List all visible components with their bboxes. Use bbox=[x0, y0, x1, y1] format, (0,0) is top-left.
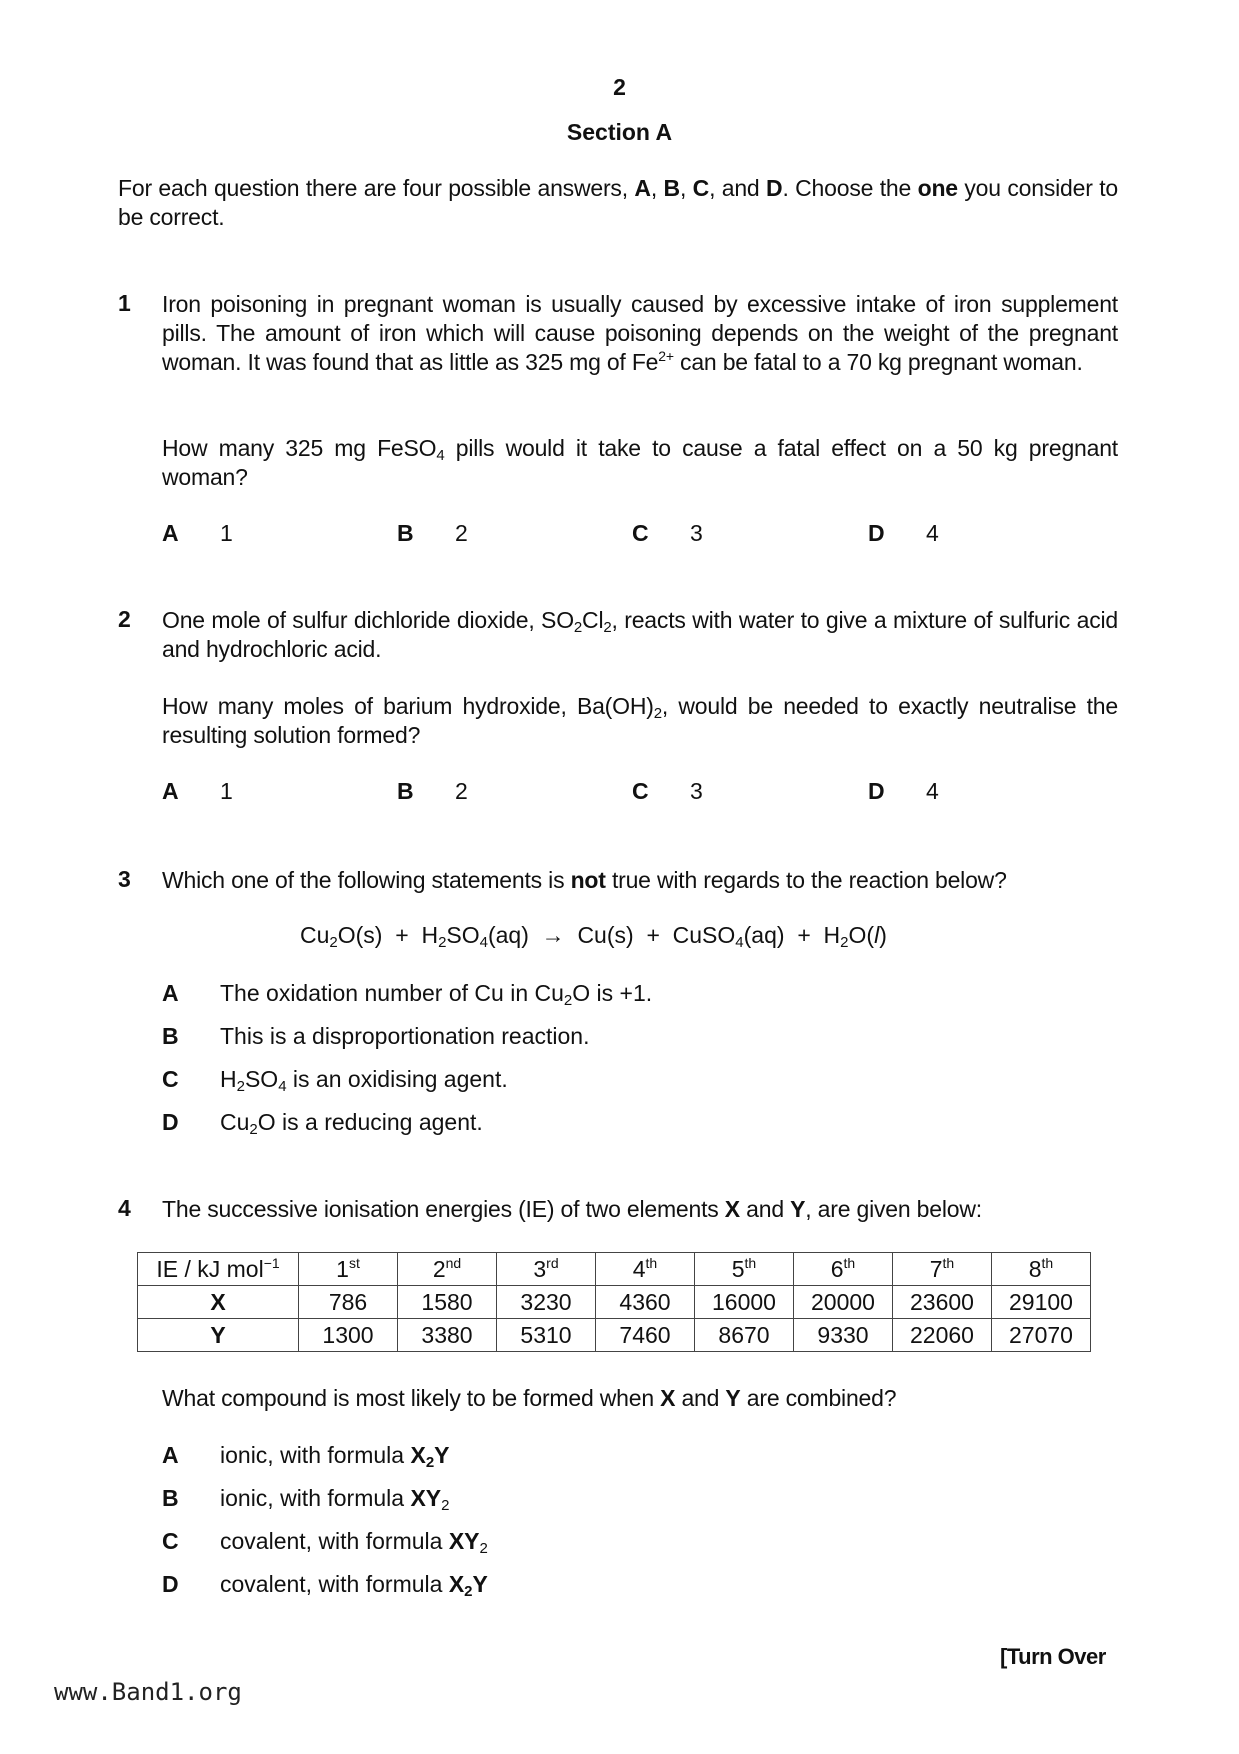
page-number: 2 bbox=[613, 74, 626, 100]
subscript: 4 bbox=[278, 1078, 287, 1095]
option-label: B bbox=[162, 1023, 179, 1049]
ionisation-energy-table bbox=[137, 1252, 1091, 1352]
table-row-x bbox=[138, 1286, 1091, 1319]
option-d-label[interactable]: D bbox=[868, 520, 885, 546]
separator: , bbox=[679, 175, 693, 201]
ordinal-suffix: th bbox=[744, 1255, 757, 1271]
table-cell: 16000 bbox=[695, 1286, 794, 1319]
formula: XY bbox=[448, 1528, 480, 1554]
option-c-text[interactable]: 3 bbox=[690, 520, 703, 546]
formula: Y bbox=[472, 1571, 488, 1597]
table-cell: 22060 bbox=[893, 1319, 992, 1352]
ordinal-suffix: th bbox=[645, 1255, 658, 1271]
question-1-stem bbox=[162, 290, 1118, 377]
subscript: 2 bbox=[479, 1540, 488, 1557]
option-label: C bbox=[162, 1528, 179, 1554]
question-4-prompt bbox=[162, 1384, 1118, 1413]
table-header-row bbox=[138, 1253, 1091, 1286]
emphasis-not: not bbox=[570, 867, 606, 893]
option-c-label[interactable]: C bbox=[632, 778, 649, 804]
table-cell: 1300 bbox=[299, 1319, 398, 1352]
ordinal: 4 bbox=[632, 1256, 646, 1282]
ordinal-suffix: st bbox=[348, 1255, 360, 1271]
stem-text: The successive ionisation energies (IE) of two elements bbox=[162, 1196, 725, 1222]
prompt-text: What compound is most likely to be formed when bbox=[162, 1385, 661, 1411]
stem-text: can be fatal to a 70 kg pregnant woman. bbox=[673, 349, 1083, 375]
ordinal: 7 bbox=[929, 1256, 943, 1282]
row-label: Y bbox=[138, 1319, 299, 1352]
subscript: 2 bbox=[441, 1497, 450, 1514]
prompt-text: , would be needed to exactly neutralise the resulting solution formed? bbox=[162, 693, 1118, 748]
eq-part: SO bbox=[446, 922, 480, 948]
option-text bbox=[220, 1442, 450, 1469]
option-text bbox=[220, 1485, 450, 1512]
question-1-prompt bbox=[162, 434, 1118, 492]
table-header-label bbox=[138, 1253, 299, 1286]
column-header bbox=[299, 1253, 398, 1286]
table-cell: 3230 bbox=[497, 1286, 596, 1319]
text: ionic, with formula bbox=[220, 1442, 411, 1468]
option-text bbox=[220, 980, 652, 1007]
option-a-label[interactable]: A bbox=[162, 778, 179, 804]
option-text bbox=[220, 1066, 508, 1093]
prompt-text: are combined? bbox=[740, 1385, 897, 1411]
option-c-label[interactable]: C bbox=[632, 520, 649, 546]
text: O is a reducing agent. bbox=[257, 1109, 483, 1135]
table-cell: 3380 bbox=[398, 1319, 497, 1352]
option-text bbox=[220, 1571, 488, 1598]
table-cell: 27070 bbox=[992, 1319, 1091, 1352]
column-header bbox=[596, 1253, 695, 1286]
emphasis-one: one bbox=[917, 175, 958, 201]
prompt-text: How many moles of barium hydroxide, Ba(OH) bbox=[162, 693, 654, 719]
instructions-text: . Choose the bbox=[782, 175, 918, 201]
text: covalent, with formula bbox=[220, 1571, 449, 1597]
prompt-text: and bbox=[675, 1385, 726, 1411]
column-header bbox=[893, 1253, 992, 1286]
option-d-text[interactable]: 4 bbox=[926, 778, 939, 804]
question-2-stem bbox=[162, 606, 1118, 664]
ordinal: 2 bbox=[432, 1256, 446, 1282]
table-cell: 786 bbox=[299, 1286, 398, 1319]
eq-part: O( bbox=[848, 922, 875, 948]
option-d-text[interactable]: 4 bbox=[926, 520, 939, 546]
header-sup: −1 bbox=[263, 1255, 280, 1271]
formula: XY bbox=[410, 1485, 442, 1511]
eq-part: O(s) + H bbox=[337, 922, 439, 948]
option-letter-a: A bbox=[634, 175, 651, 201]
ordinal: 3 bbox=[533, 1256, 547, 1282]
instructions bbox=[118, 174, 1118, 232]
turn-over-label: [Turn Over bbox=[1000, 1644, 1106, 1669]
option-label: A bbox=[162, 1442, 179, 1468]
table-cell: 9330 bbox=[794, 1319, 893, 1352]
eq-sub: 2 bbox=[329, 934, 338, 951]
eq-part: (aq) → Cu(s) + CuSO bbox=[487, 922, 736, 948]
option-label: B bbox=[162, 1485, 179, 1511]
option-a-label[interactable]: A bbox=[162, 520, 179, 546]
column-header bbox=[992, 1253, 1091, 1286]
prompt-text: How many 325 mg FeSO bbox=[162, 435, 437, 461]
question-1-number: 1 bbox=[118, 290, 131, 316]
ordinal: 1 bbox=[336, 1256, 349, 1282]
text: H bbox=[220, 1066, 237, 1092]
table-cell: 1580 bbox=[398, 1286, 497, 1319]
ordinal: 5 bbox=[731, 1256, 745, 1282]
element-x: X bbox=[724, 1196, 740, 1222]
ordinal-suffix: th bbox=[942, 1255, 955, 1271]
reaction-equation bbox=[300, 922, 887, 949]
ordinal-suffix: nd bbox=[445, 1255, 462, 1271]
option-text bbox=[220, 1109, 483, 1136]
option-label: D bbox=[162, 1109, 179, 1135]
column-header bbox=[695, 1253, 794, 1286]
ordinal-suffix: rd bbox=[546, 1255, 559, 1271]
question-4-stem bbox=[162, 1195, 1118, 1224]
charge-superscript: 2+ bbox=[658, 348, 674, 364]
option-label: A bbox=[162, 980, 179, 1006]
column-header bbox=[794, 1253, 893, 1286]
stem-text: Cl bbox=[582, 607, 604, 633]
option-a-text[interactable]: 1 bbox=[220, 778, 233, 804]
stem-text: One mole of sulfur dichloride dioxide, SO bbox=[162, 607, 574, 633]
option-a-text[interactable]: 1 bbox=[220, 520, 233, 546]
option-label: C bbox=[162, 1066, 179, 1092]
ordinal-suffix: th bbox=[1041, 1255, 1054, 1271]
table-cell: 8670 bbox=[695, 1319, 794, 1352]
table-cell: 20000 bbox=[794, 1286, 893, 1319]
eq-part: ) bbox=[879, 922, 887, 948]
stem-text: , are given below: bbox=[805, 1196, 982, 1222]
option-text: This is a disproportionation reaction. bbox=[220, 1023, 590, 1049]
option-b-label[interactable]: B bbox=[397, 520, 414, 546]
stem-text: , reacts with water to give a mixture of sulfuric acid and hydrochloric acid. bbox=[162, 607, 1119, 662]
text: Cu bbox=[220, 1109, 250, 1135]
table-cell: 29100 bbox=[992, 1286, 1091, 1319]
question-3-stem bbox=[162, 866, 1118, 895]
instructions-text: you consider to be correct. bbox=[118, 175, 1118, 230]
text: O is +1. bbox=[572, 980, 653, 1006]
subscript: 2 bbox=[563, 992, 573, 1009]
watermark-link[interactable]: www.Band1.org bbox=[54, 1678, 242, 1706]
option-b-text[interactable]: 2 bbox=[455, 778, 468, 804]
option-letter-d: D bbox=[766, 175, 783, 201]
question-2-prompt bbox=[162, 692, 1118, 750]
eq-sub: 4 bbox=[479, 934, 488, 951]
subscript: 2 bbox=[653, 705, 662, 722]
instructions-text: For each question there are four possible answers, bbox=[118, 175, 635, 201]
ordinal-suffix: th bbox=[843, 1255, 856, 1271]
question-2-number: 2 bbox=[118, 606, 131, 632]
column-header bbox=[398, 1253, 497, 1286]
eq-liquid-state: l bbox=[874, 922, 880, 948]
formula: X bbox=[410, 1442, 426, 1468]
subscript: 2 bbox=[425, 1454, 435, 1471]
element-y: Y bbox=[725, 1385, 741, 1411]
question-4-number: 4 bbox=[118, 1195, 131, 1221]
option-letter-b: B bbox=[663, 175, 680, 201]
formula: Y bbox=[434, 1442, 450, 1468]
subscript: 4 bbox=[436, 447, 445, 464]
section-title: Section A bbox=[566, 119, 673, 145]
separator: , and bbox=[709, 175, 767, 201]
eq-part: (aq) + H bbox=[743, 922, 841, 948]
element-y: Y bbox=[790, 1196, 806, 1222]
separator: , bbox=[650, 175, 664, 201]
eq-sub: 2 bbox=[438, 934, 447, 951]
question-1-options bbox=[162, 520, 982, 550]
table-row-y bbox=[138, 1319, 1091, 1352]
stem-text: Iron poisoning in pregnant woman is usually caused by excessive intake of iron supplement pills. The amount of iron which will cause poisoning depends on the weight of the pregnant woman. It was found that as little as 325 mg of Fe bbox=[162, 291, 1118, 375]
option-b-label[interactable]: B bbox=[397, 778, 414, 804]
text: covalent, with formula bbox=[220, 1528, 449, 1554]
table-cell: 4360 bbox=[596, 1286, 695, 1319]
table-cell: 7460 bbox=[596, 1319, 695, 1352]
text: The oxidation number of Cu in Cu bbox=[220, 980, 564, 1006]
question-2-options bbox=[162, 778, 982, 808]
stem-text: true with regards to the reaction below? bbox=[605, 867, 1007, 893]
option-c-text[interactable]: 3 bbox=[690, 778, 703, 804]
subscript: 2 bbox=[603, 619, 612, 636]
text: ionic, with formula bbox=[220, 1485, 411, 1511]
stem-text: and bbox=[739, 1196, 791, 1222]
header-text: IE / kJ mol bbox=[156, 1256, 264, 1282]
option-letter-c: C bbox=[692, 175, 710, 201]
ordinal: 6 bbox=[830, 1256, 844, 1282]
stem-text: Which one of the following statements is bbox=[162, 867, 571, 893]
subscript: 2 bbox=[249, 1121, 258, 1138]
table-cell: 23600 bbox=[893, 1286, 992, 1319]
element-x: X bbox=[660, 1385, 676, 1411]
text: is an oxidising agent. bbox=[286, 1066, 508, 1092]
table-cell: 5310 bbox=[497, 1319, 596, 1352]
eq-sub: 2 bbox=[840, 934, 849, 951]
row-label: X bbox=[138, 1286, 299, 1319]
subscript: 2 bbox=[236, 1078, 245, 1095]
option-text bbox=[220, 1528, 488, 1555]
ordinal: 8 bbox=[1028, 1256, 1042, 1282]
prompt-text: pills would it take to cause a fatal effect on a 50 kg pregnant woman? bbox=[162, 435, 1118, 490]
option-b-text[interactable]: 2 bbox=[455, 520, 468, 546]
subscript: 2 bbox=[464, 1583, 473, 1600]
eq-sub: 4 bbox=[735, 934, 744, 951]
formula: X bbox=[448, 1571, 465, 1597]
text: SO bbox=[244, 1066, 279, 1092]
question-3-number: 3 bbox=[118, 866, 131, 892]
option-d-label[interactable]: D bbox=[868, 778, 885, 804]
subscript: 2 bbox=[573, 619, 583, 636]
option-label: D bbox=[162, 1571, 179, 1597]
eq-part: Cu bbox=[300, 922, 330, 948]
column-header bbox=[497, 1253, 596, 1286]
